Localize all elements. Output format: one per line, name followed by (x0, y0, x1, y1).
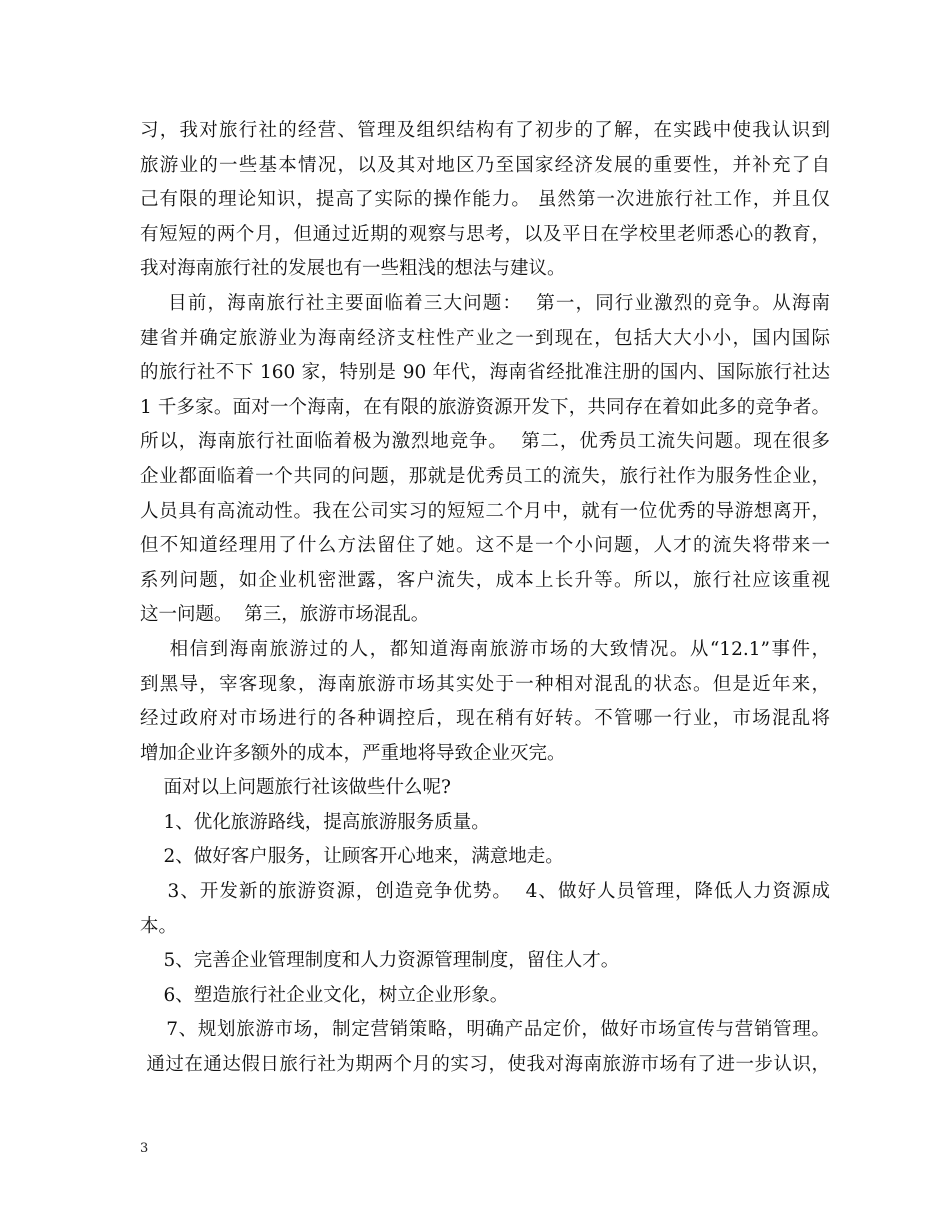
body-text (140, 114, 830, 1083)
text-line: 这一问题。 第三，旅游市场混乱。 (140, 604, 430, 626)
text-line: 己有限的理论知识，提高了实际的操作能力。 虽然第一次进旅行社工作，并且仅 (140, 189, 830, 211)
text-line: 通过在通达假日旅行社为期两个月的实习，使我对海南旅游市场有了进一步认识， (140, 1054, 830, 1076)
text-line: 6、塑造旅行社企业文化，树立企业形象。 (140, 984, 509, 1006)
text-line: 旅游业的一些基本情况，以及其对地区乃至国家经济发展的重要性，并补充了自 (140, 154, 830, 176)
text-line: 经过政府对市场进行的各种调控后，现在稍有好转。不管哪一行业，市场混乱将 (140, 708, 830, 730)
text-line: 但不知道经理用了什么方法留住了她。这不是一个小问题，人才的流失将带来一 (140, 535, 830, 557)
text-line: 的旅行社不下 160 家，特别是 90 年代，海南省经批准注册的国内、国际旅行社达 (140, 362, 830, 384)
text-line: 建省并确定旅游业为海南经济支柱性产业之一到现在，包括大大小小，国内国际 (140, 327, 830, 349)
text-line: 2、做好客户服务，让顾客开心地来，满意地走。 (140, 846, 564, 868)
text-line: 所以，海南旅行社面临着极为激烈地竞争。 第二，优秀员工流失问题。现在很多 (140, 431, 830, 453)
text-line: 企业都面临着一个共同的问题，那就是优秀员工的流失，旅行社作为服务性企业， (140, 465, 830, 487)
text-line: 增加企业许多额外的成本，严重地将导致企业灭完。 (140, 742, 566, 764)
text-line: 系列问题，如企业机密泄露，客户流失，成本上长升等。所以，旅行社应该重视 (140, 569, 830, 591)
text-line: 1、优化旅游路线，提高旅游服务质量。 (140, 811, 490, 833)
page-number: 3 (140, 1141, 149, 1156)
text-line: 相信到海南旅游过的人，都知道海南旅游市场的大致情况。从“12.1”事件， (140, 638, 830, 660)
text-line: 目前，海南旅行社主要面临着三大问题： 第一，同行业激烈的竞争。从海南 (140, 292, 830, 314)
text-line: 7、规划旅游市场，制定营销策略，明确产品定价，做好市场宣传与营销管理。 (140, 1019, 830, 1041)
text-line: 有短短的两个月，但通过近期的观察与思考，以及平日在学校里老师悉心的教育， (140, 223, 830, 245)
text-line: 面对以上问题旅行社该做些什么呢? (140, 777, 451, 799)
text-line: 5、完善企业管理制度和人力资源管理制度，留住人才。 (140, 950, 620, 972)
text-line: 人员具有高流动性。我在公司实习的短短二个月中，就有一位优秀的导游想离开， (140, 500, 830, 522)
text-line: 本。 (140, 915, 178, 937)
text-line: 3、开发新的旅游资源，创造竞争优势。 4、做好人员管理，降低人力资源成 (140, 881, 830, 903)
text-line: 习，我对旅行社的经营、管理及组织结构有了初步的了解，在实践中使我认识到 (140, 120, 830, 141)
text-line: 我对海南旅行社的发展也有一些粗浅的想法与建议。 (140, 258, 566, 280)
text-line: 到黑导，宰客现象，海南旅游市场其实处于一种相对混乱的状态。但是近年来， (140, 673, 830, 695)
text-line: 1 千多家。面对一个海南，在有限的旅游资源开发下，共同存在着如此多的竞争者。 (140, 396, 830, 418)
